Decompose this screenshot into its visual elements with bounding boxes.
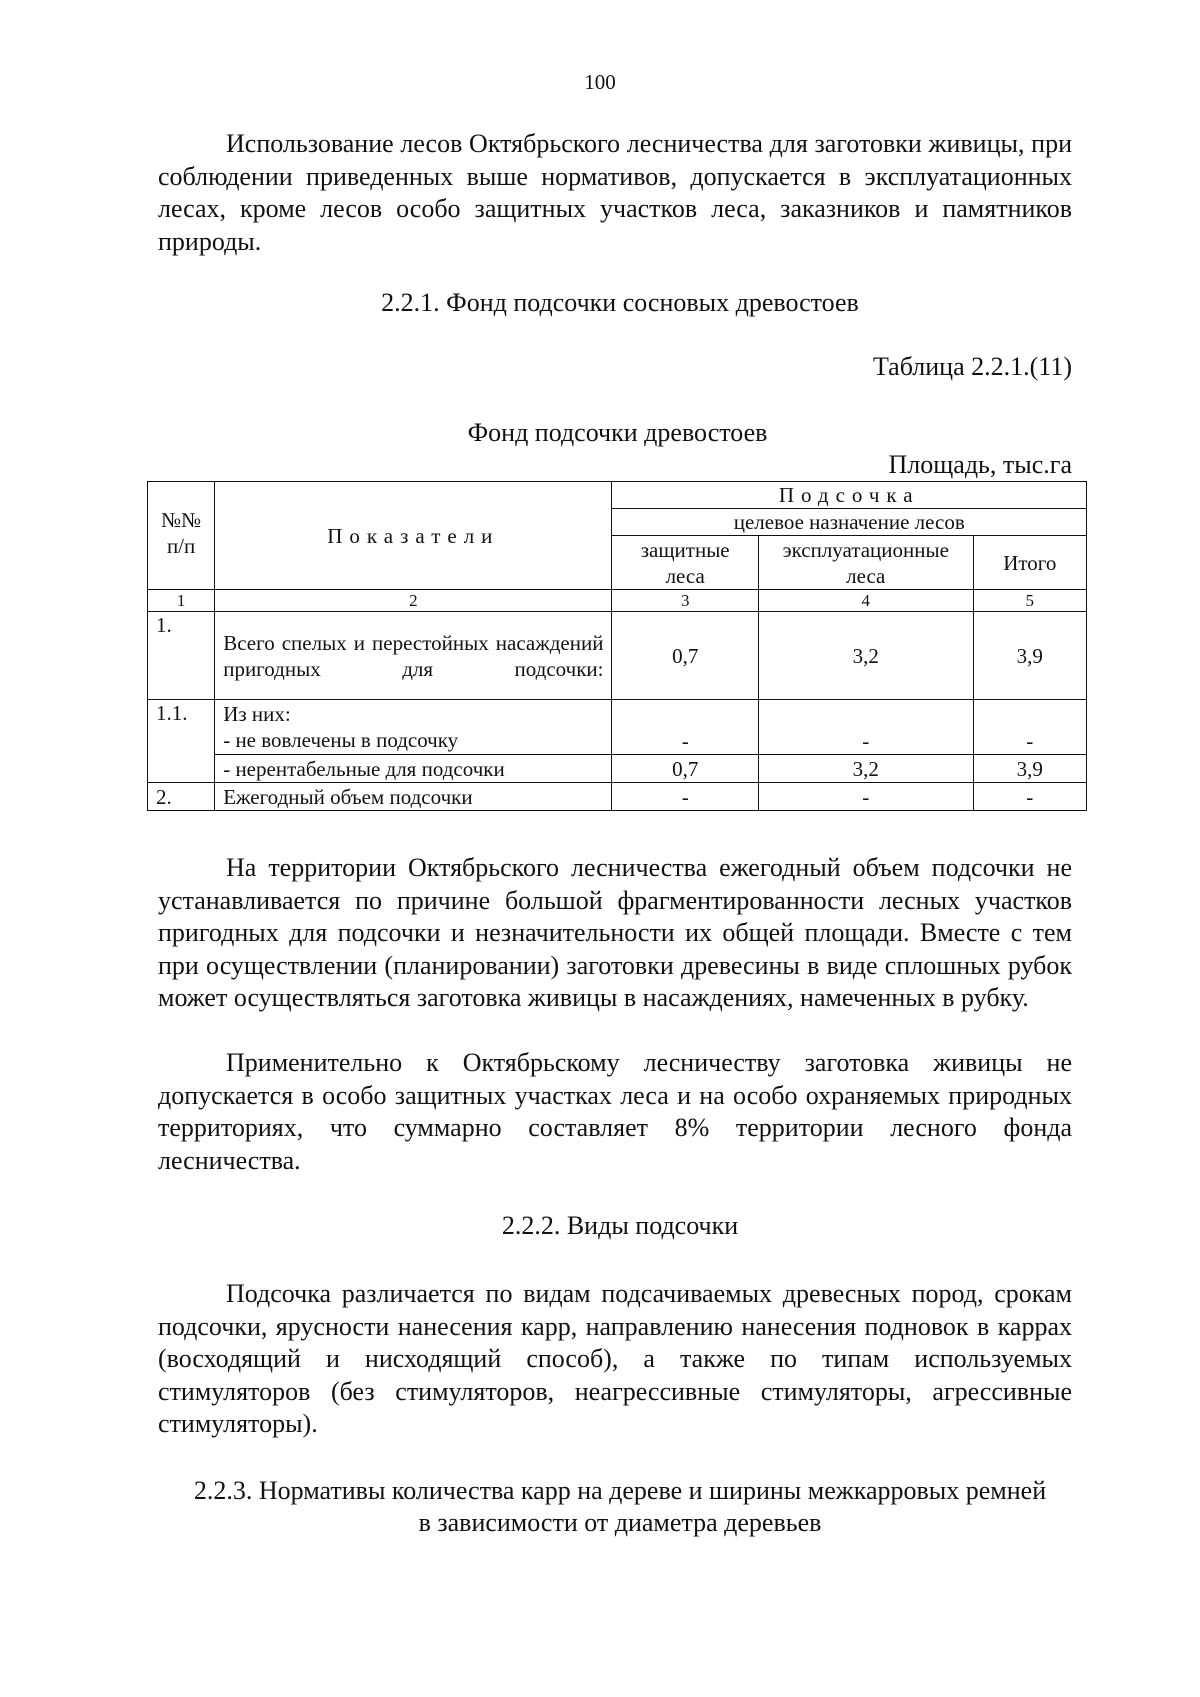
section-heading-223: 2.2.3. Нормативы количества карр на дереве и ширины межкарровых ремней в зависимости от диаметра деревьев	[193, 1476, 1047, 1537]
col-number: 4	[758, 590, 973, 612]
row-label-cell	[215, 700, 612, 755]
header-purpose: целевое назначение лесов	[612, 509, 1087, 536]
col-number: 3	[612, 590, 758, 612]
table-row	[148, 700, 1087, 755]
table-title: Фонд подсочки древостоев	[467, 418, 768, 447]
row-label: - нерентабельные для подсочки	[215, 755, 612, 783]
row-protective: 0,7	[612, 612, 758, 700]
header-total: Итого	[973, 536, 1086, 590]
table-unit: Площадь, тыс.га	[888, 450, 1072, 479]
row-exploitation: -	[758, 700, 973, 755]
row-label: Всего спелых и перестойных насаждений пригодных для подсочки:	[215, 612, 612, 700]
table-row	[148, 612, 1087, 700]
row-exploitation: 3,2	[758, 755, 973, 783]
paragraph-types: Подсочка различается по видам подсачиваемых древесных пород, срокам подсочки, ярусности нанесения карр, направлению нанесения подновок в каррах (восходящий и нисходящий способ), а также по типам используемых стимуляторов (без стимуляторов, неагрессивные стимуляторы, агрессивные стимуляторы).	[158, 1279, 1072, 1438]
col-number: 2	[215, 590, 612, 612]
section-heading-221: 2.2.1. Фонд подсочки сосновых древостоев	[381, 288, 859, 317]
row-protective: -	[612, 783, 758, 811]
row-total: 3,9	[973, 755, 1086, 783]
header-podsochka: Подсочка	[612, 482, 1087, 509]
row-protective: -	[612, 700, 758, 755]
row-num: 2.	[148, 783, 215, 811]
page-number: 100	[584, 70, 616, 94]
fund-table	[147, 481, 1087, 811]
table-number-label: Таблица 2.2.1.(11)	[872, 352, 1072, 381]
row-num: 1.	[148, 612, 215, 700]
row-total: 3,9	[973, 612, 1086, 700]
section-heading-222: 2.2.2. Виды подсочки	[501, 1211, 739, 1240]
col-number: 1	[148, 590, 215, 612]
header-indicators: Показатели	[215, 482, 612, 590]
row-total: -	[973, 783, 1086, 811]
paragraph-restrictions: Применительно к Октябрьскому лесничеству заготовка живицы не допускается в особо защитных участках леса и на особо охраняемых природных территориях, что суммарно составляет 8% территории лесного фонда лесничества.	[158, 1048, 1072, 1175]
row-protective: 0,7	[612, 755, 758, 783]
row-total: -	[973, 700, 1086, 755]
paragraph-annual-volume: На территории Октябрьского лесничества ежегодный объем подсочки не устанавливается по причине большой фрагментированности лесных участков пригодных для подсочки и незначительности их общей площади. Вместе с тем при осуществлении (планировании) заготовки древесины в виде сплошных рубок может осуществляться заготовка живицы в насаждениях, намеченных в рубку.	[158, 853, 1072, 1012]
row-exploitation: 3,2	[758, 612, 973, 700]
header-num: №№ п/п	[148, 482, 215, 590]
row-num: 1.1.	[148, 700, 215, 783]
header-protective: защитные леса	[612, 536, 758, 590]
row-exploitation: -	[758, 783, 973, 811]
row-label-heading: Из них:	[223, 702, 291, 726]
row-label: - не вовлечены в подсочку	[223, 728, 459, 752]
col-number: 5	[973, 590, 1086, 612]
table-header-row-1	[148, 482, 1087, 509]
row-label: Ежегодный объем подсочки	[215, 783, 612, 811]
intro-paragraph: Использование лесов Октябрьского лесничества для заготовки живицы, при соблюдении приведенных выше нормативов, допускается в эксплуатационных лесах, кроме лесов особо защитных участков леса, заказников и памятников природы.	[158, 129, 1072, 256]
table-row	[148, 783, 1087, 811]
table-column-numbers	[148, 590, 1087, 612]
header-exploitation: эксплуатационные леса	[758, 536, 973, 590]
table-row	[148, 755, 1087, 783]
